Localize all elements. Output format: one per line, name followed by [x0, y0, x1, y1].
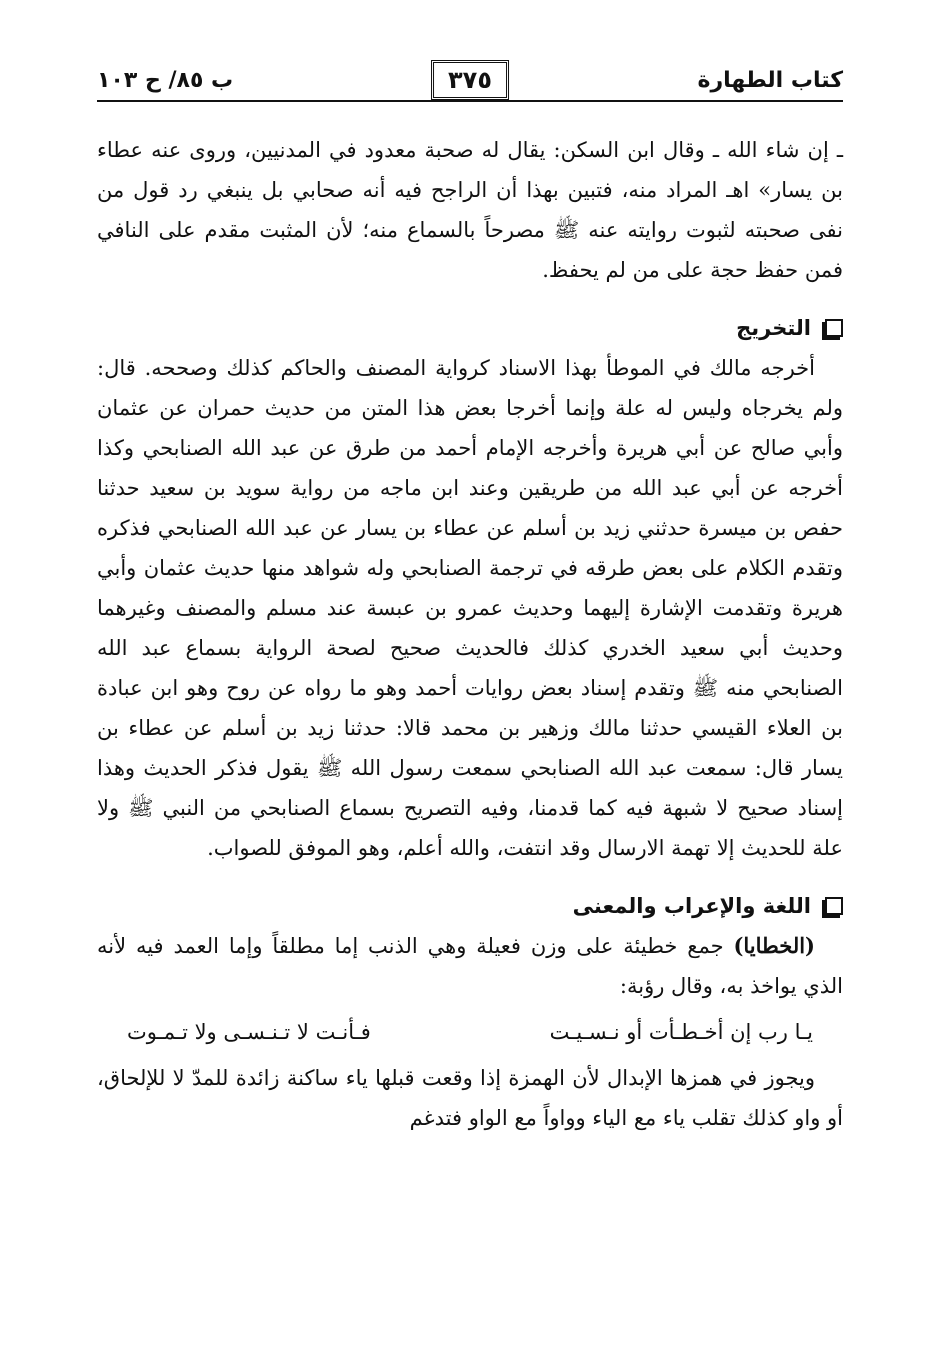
square-bullet-icon — [825, 897, 843, 915]
page-number: ٣٧٥ — [431, 60, 509, 100]
lugha-paragraph — [97, 926, 843, 1006]
lugha-heading — [97, 886, 843, 926]
takhrij-paragraph: أخرجه مالك في الموطأ بهذا الاسناد كرواية المصنف والحاكم كذلك وصححه. قال: ولم يخرجاه وليس له علة وإنما أخرجا بعض هذا المتن من حديث حمران عن عثمان وأبي صالح عن أبي هريرة وأخرجه الإمام أحمد من طرق عن عبد الله الصنابحي وكذا أخرجه عن أبي عبد الله من طريقين وعند ابن ماجه من رواية سويد بن سعيد حدثنا حفص بن ميسرة حدثني زيد بن أسلم عن عطاء بن يسار عن عبد الله الصنابحي فذكره وتقدم الكلام على بعض طرقه في ترجمة الصنابحي وله شواهد منها حديث عثمان وأبي هريرة وتقدمت الإشارة إليهما وحديث عمرو بن عبسة عند مسلم والمصنف وغيرهما وحديث أبي سعيد الخدري كذلك فالحديث صحيح لصحة الرواية بسماع عبد الله الصنابحي منه ﷺ وتقدم إسناد بعض روايات أحمد وهو ما رواه عن روح وهو ابن عبادة بن العلاء القيسي حدثنا مالك وزهير بن محمد قالا: حدثنا زيد بن أسلم عن عطاء بن يسار قال: سمعت عبد الله الصنابحي سمعت رسول الله ﷺ يقول فذكر الحديث وهذا إسناد صحيح لا شبهة فيه كما قدمنا، وفيه التصريح بسماع الصنابحي من النبي ﷺ ولا علة للحديث إلا تهمة الارسال وقد انتفت، والله أعلم، وهو الموفق للصواب. — [97, 356, 843, 860]
after-verse-paragraph: ويجوز في همزها الإبدال لأن الهمزة إذا وقعت قبلها ياء ساكنة زائدة للمدّ لا للإلحاق، أو واو كذلك تقلب ياء مع الياء وواواً مع الواو فتدغم — [97, 1066, 843, 1130]
book-title: كتاب الطهارة — [697, 68, 843, 93]
header-rule — [97, 100, 843, 102]
intro-paragraph: ـ إن شاء الله ـ وقال ابن السكن: يقال له صحبة معدود في المدنيين، وروى عنه عطاء بن يسار» اهـ المراد منه، فتبين بهذا أن الراجح فيه أنه صحابي بل ينبغي رد قول من نفى صحبته لثبوت روايته عنه ﷺ مصرحاً بالسماع منه؛ لأن المثبت مقدم على النافي فمن حفظ حجة على من لم يحفظ. — [97, 138, 843, 282]
page-body — [97, 130, 843, 1138]
running-header — [97, 64, 843, 104]
verse-second-hemistich: فـأنـت لا تـنـسـى ولا تـمـوت — [127, 1020, 371, 1044]
takhrij-heading-label: التخريج — [736, 316, 811, 340]
lugha-text: جمع خطيئة على وزن فعيلة وهي الذنب إما مطلقاً وإما العمد فيه لأنه الذي يواخذ به، وقال رؤبة: — [97, 934, 843, 998]
verse-first-hemistich: يـا رب إن أخـطـأت أو نـسـيـت — [549, 1020, 813, 1044]
square-bullet-icon — [825, 319, 843, 337]
takhrij-heading — [97, 308, 843, 348]
chapter-reference: ب ٨٥/ ح ١٠٣ — [97, 68, 234, 93]
glossed-term: (الخطايا) — [733, 933, 815, 958]
poetry-verse — [97, 1006, 843, 1058]
lugha-heading-label: اللغة والإعراب والمعنى — [572, 894, 811, 918]
